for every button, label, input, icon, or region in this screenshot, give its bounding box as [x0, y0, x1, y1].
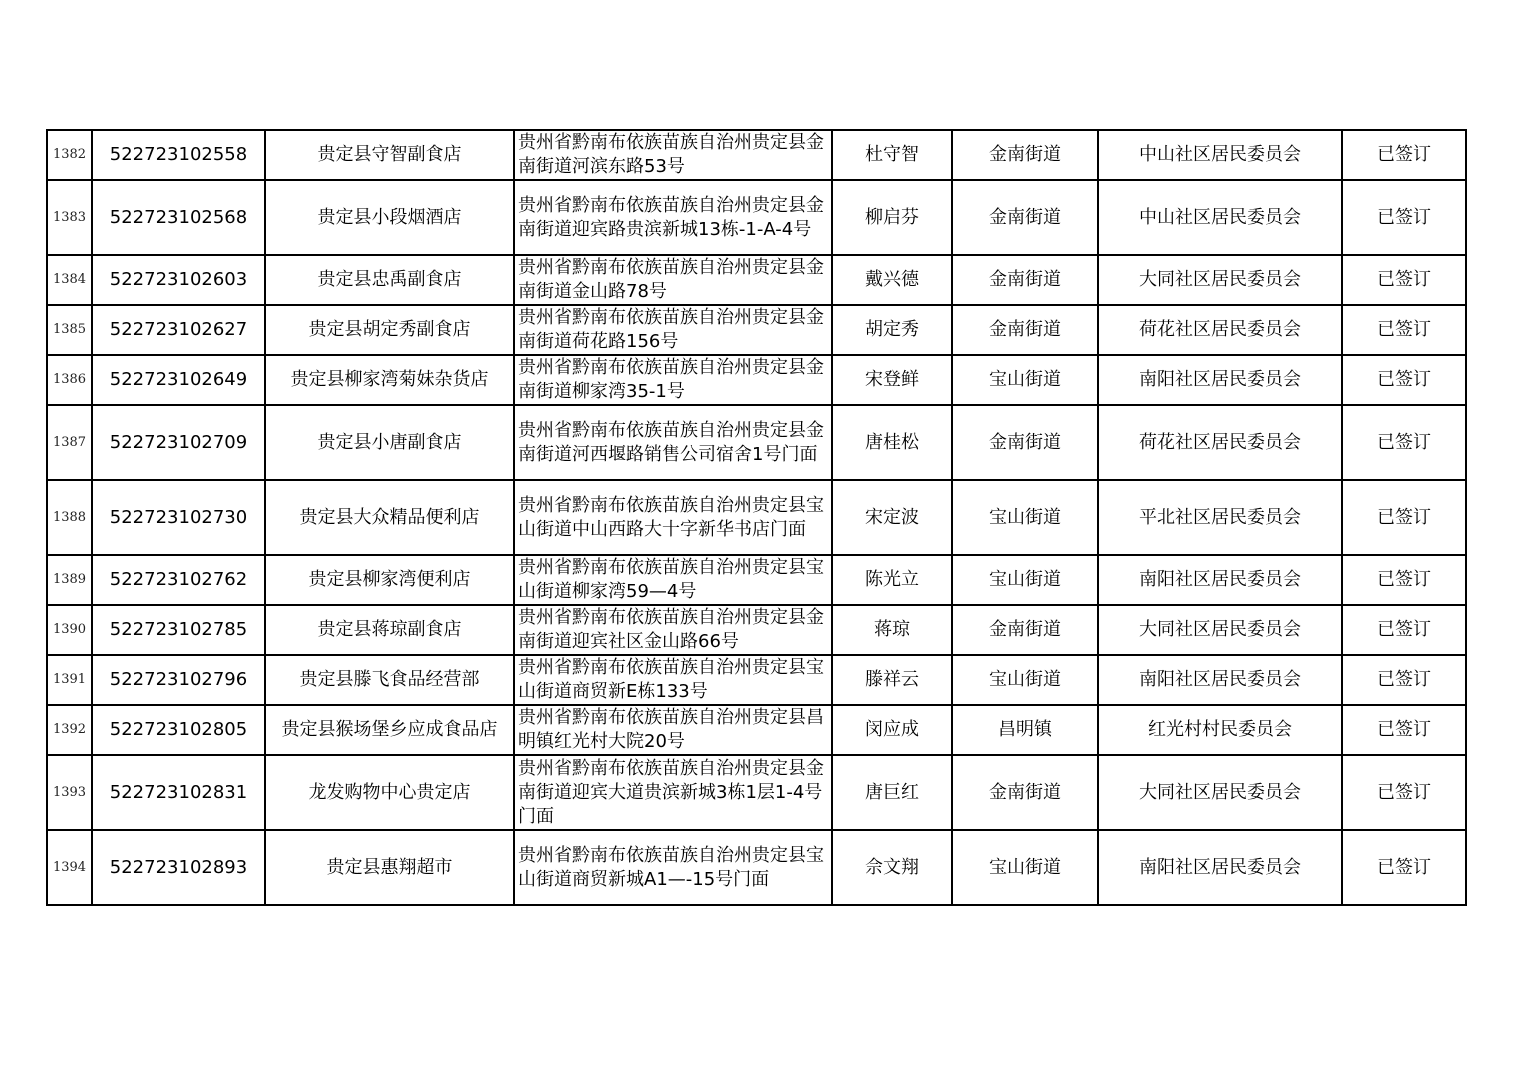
license-code: 522723102796 [92, 655, 265, 705]
table-row [47, 480, 1466, 555]
table-row [47, 655, 1466, 705]
subdistrict: 宝山街道 [952, 555, 1098, 605]
store-name: 贵定县忠禹副食店 [265, 255, 514, 305]
row-number: 1388 [47, 480, 92, 555]
status-cell: 已签订 [1342, 755, 1466, 830]
status-cell: 已签订 [1342, 255, 1466, 305]
subdistrict: 金南街道 [952, 130, 1098, 180]
store-address: 贵州省黔南布依族苗族自治州贵定县金南街道柳家湾35-1号 [514, 355, 832, 405]
table-row [47, 755, 1466, 830]
row-number: 1393 [47, 755, 92, 830]
subdistrict: 昌明镇 [952, 705, 1098, 755]
row-number: 1385 [47, 305, 92, 355]
committee: 南阳社区居民委员会 [1098, 355, 1342, 405]
subdistrict: 金南街道 [952, 255, 1098, 305]
license-code: 522723102709 [92, 405, 265, 480]
store-address: 贵州省黔南布依族苗族自治州贵定县宝山街道中山西路大十字新华书店门面 [514, 480, 832, 555]
table-row [47, 305, 1466, 355]
store-address: 贵州省黔南布依族苗族自治州贵定县金南街道金山路78号 [514, 255, 832, 305]
store-name: 贵定县小段烟酒店 [265, 180, 514, 255]
store-name: 贵定县小唐副食店 [265, 405, 514, 480]
owner-name: 闵应成 [832, 705, 952, 755]
subdistrict: 金南街道 [952, 605, 1098, 655]
committee: 荷花社区居民委员会 [1098, 405, 1342, 480]
row-number: 1382 [47, 130, 92, 180]
store-name: 贵定县柳家湾菊妹杂货店 [265, 355, 514, 405]
status-cell: 已签订 [1342, 305, 1466, 355]
owner-name: 唐巨红 [832, 755, 952, 830]
store-address: 贵州省黔南布依族苗族自治州贵定县宝山街道商贸新城A1—-15号门面 [514, 830, 832, 905]
owner-name: 蒋琼 [832, 605, 952, 655]
subdistrict: 金南街道 [952, 305, 1098, 355]
status-cell: 已签订 [1342, 180, 1466, 255]
owner-name: 戴兴德 [832, 255, 952, 305]
subdistrict: 宝山街道 [952, 830, 1098, 905]
committee: 红光村村民委员会 [1098, 705, 1342, 755]
owner-name: 陈光立 [832, 555, 952, 605]
row-number: 1389 [47, 555, 92, 605]
table-row [47, 355, 1466, 405]
license-code: 522723102558 [92, 130, 265, 180]
committee: 大同社区居民委员会 [1098, 755, 1342, 830]
store-address: 贵州省黔南布依族苗族自治州贵定县宝山街道商贸新E栋133号 [514, 655, 832, 705]
row-number: 1387 [47, 405, 92, 480]
committee: 中山社区居民委员会 [1098, 180, 1342, 255]
status-cell: 已签订 [1342, 705, 1466, 755]
status-cell: 已签订 [1342, 480, 1466, 555]
license-code: 522723102805 [92, 705, 265, 755]
store-address: 贵州省黔南布依族苗族自治州贵定县金南街道荷花路156号 [514, 305, 832, 355]
registry-table [46, 129, 1467, 906]
table-row [47, 405, 1466, 480]
status-cell: 已签订 [1342, 405, 1466, 480]
status-cell: 已签订 [1342, 830, 1466, 905]
committee: 南阳社区居民委员会 [1098, 830, 1342, 905]
license-code: 522723102785 [92, 605, 265, 655]
subdistrict: 金南街道 [952, 405, 1098, 480]
table-row [47, 605, 1466, 655]
table-row [47, 830, 1466, 905]
store-name: 龙发购物中心贵定店 [265, 755, 514, 830]
owner-name: 滕祥云 [832, 655, 952, 705]
license-code: 522723102603 [92, 255, 265, 305]
license-code: 522723102568 [92, 180, 265, 255]
subdistrict: 宝山街道 [952, 655, 1098, 705]
store-name: 贵定县胡定秀副食店 [265, 305, 514, 355]
table-row [47, 255, 1466, 305]
status-cell: 已签订 [1342, 655, 1466, 705]
committee: 大同社区居民委员会 [1098, 255, 1342, 305]
committee: 平北社区居民委员会 [1098, 480, 1342, 555]
store-name: 贵定县惠翔超市 [265, 830, 514, 905]
status-cell: 已签订 [1342, 555, 1466, 605]
store-address: 贵州省黔南布依族苗族自治州贵定县宝山街道柳家湾59—4号 [514, 555, 832, 605]
owner-name: 宋登鲜 [832, 355, 952, 405]
status-cell: 已签订 [1342, 130, 1466, 180]
committee: 中山社区居民委员会 [1098, 130, 1342, 180]
store-address: 贵州省黔南布依族苗族自治州贵定县金南街道迎宾路贵滨新城13栋-1-A-4号 [514, 180, 832, 255]
row-number: 1384 [47, 255, 92, 305]
committee: 南阳社区居民委员会 [1098, 555, 1342, 605]
table-row [47, 555, 1466, 605]
license-code: 522723102762 [92, 555, 265, 605]
store-address: 贵州省黔南布依族苗族自治州贵定县金南街道迎宾大道贵滨新城3栋1层1-4号门面 [514, 755, 832, 830]
status-cell: 已签订 [1342, 605, 1466, 655]
row-number: 1386 [47, 355, 92, 405]
table-row [47, 130, 1466, 180]
owner-name: 宋定波 [832, 480, 952, 555]
owner-name: 唐桂松 [832, 405, 952, 480]
store-address: 贵州省黔南布依族苗族自治州贵定县昌明镇红光村大院20号 [514, 705, 832, 755]
owner-name: 佘文翔 [832, 830, 952, 905]
store-address: 贵州省黔南布依族苗族自治州贵定县金南街道迎宾社区金山路66号 [514, 605, 832, 655]
store-name: 贵定县大众精品便利店 [265, 480, 514, 555]
store-name: 贵定县守智副食店 [265, 130, 514, 180]
owner-name: 柳启芬 [832, 180, 952, 255]
store-name: 贵定县柳家湾便利店 [265, 555, 514, 605]
row-number: 1391 [47, 655, 92, 705]
row-number: 1390 [47, 605, 92, 655]
owner-name: 杜守智 [832, 130, 952, 180]
license-code: 522723102831 [92, 755, 265, 830]
subdistrict: 宝山街道 [952, 355, 1098, 405]
license-code: 522723102649 [92, 355, 265, 405]
row-number: 1394 [47, 830, 92, 905]
license-code: 522723102627 [92, 305, 265, 355]
store-name: 贵定县滕飞食品经营部 [265, 655, 514, 705]
subdistrict: 金南街道 [952, 180, 1098, 255]
license-code: 522723102893 [92, 830, 265, 905]
store-name: 贵定县猴场堡乡应成食品店 [265, 705, 514, 755]
table-row [47, 705, 1466, 755]
store-address: 贵州省黔南布依族苗族自治州贵定县金南街道河滨东路53号 [514, 130, 832, 180]
table-body [47, 130, 1466, 905]
subdistrict: 宝山街道 [952, 480, 1098, 555]
status-cell: 已签订 [1342, 355, 1466, 405]
committee: 荷花社区居民委员会 [1098, 305, 1342, 355]
license-code: 522723102730 [92, 480, 265, 555]
committee: 南阳社区居民委员会 [1098, 655, 1342, 705]
row-number: 1392 [47, 705, 92, 755]
owner-name: 胡定秀 [832, 305, 952, 355]
store-name: 贵定县蒋琼副食店 [265, 605, 514, 655]
store-address: 贵州省黔南布依族苗族自治州贵定县金南街道河西堰路销售公司宿舍1号门面 [514, 405, 832, 480]
subdistrict: 金南街道 [952, 755, 1098, 830]
committee: 大同社区居民委员会 [1098, 605, 1342, 655]
table-row [47, 180, 1466, 255]
row-number: 1383 [47, 180, 92, 255]
